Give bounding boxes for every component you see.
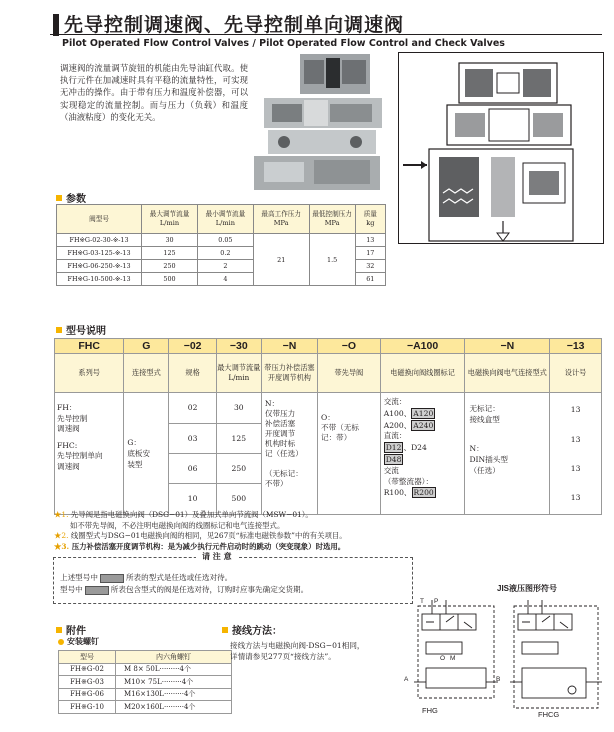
spec-heading: 参数 (56, 190, 86, 205)
footnotes (54, 510, 347, 552)
spec-header: 质量 kg (355, 205, 385, 234)
port-label-t: T (420, 598, 424, 605)
footnote: ★2. 线圈型式与DSG−01电磁换向阀的相同，见267页“标准电磁铁参数”中的有关项目。 (54, 531, 347, 541)
bullet-square (56, 195, 62, 201)
wiring-heading: 接线方法： (222, 622, 282, 637)
model-heading: 型号说明 (56, 322, 106, 337)
flow-cell: 30 125 250 500 (216, 393, 261, 515)
bullet-dot (58, 639, 64, 645)
electrical-cell: 无标记： 接线盒型 N： DIN插头型 （任选） (465, 393, 550, 515)
notice-text: 上述型号中 所表的型式是任选或任选对待。 型号中 所表包含型式的阀是任选对待，订购时应事先确定交货期。 (60, 573, 309, 594)
size-cell: 02 03 06 10 (169, 393, 216, 515)
title-accent-bar (53, 14, 59, 36)
port-label-p: P (434, 598, 439, 605)
symbol-label-fhcg: FHCG (538, 710, 560, 719)
cross-section-diagram (398, 52, 604, 244)
accessories-table: 型号 内六角螺钉 FH※G-02 M 8× 50L·········4个 FH※G-03 M10× 75L·········4个 FH※G-06 M16×130L·········4个 FH※G-10 M20×160L·········4个 (58, 650, 232, 714)
piston-cell: N： 仅带压力 补偿活塞 开度调节 机构时标 记（任选） （无标记： 不带） (261, 393, 317, 515)
table-row: FH※G-06 M16×130L·········4个 (59, 688, 232, 701)
series-cell: FH： 先导控制 调速阀 FHC: 先导控制单向 调速阀 (55, 393, 124, 515)
model-table: FHC G −02 −30 −N −O −A100 −N −13 系列号 连接型式 规格 最大调节流量 L/min 带压力补偿活塞开度调节机构 带先导阀 电磁换向阀线圈标记 电磁换向阀电气连接型式 设计号 FH： 先导控制 调速阀 FHC: 先导控制单向 调速阀 G： 底板安 装型 02 03 06 10 30 125 250 500 N： 仅带压力 补偿活塞 开度调节 机构时标 记（任选） （无标记： 不带） O： 不带（无标 记：带） 交流： A100、 A120 A200、 A240 直流： D12 、D24 D48 交流 （带整流器）： R100、 R200 无标记： 接线盒型 N： DIN插头型 （任选） 13 13 13 13 (54, 338, 602, 515)
bullet-square (56, 627, 62, 633)
spec-header: 阀型号 (57, 205, 142, 234)
bullet-square (56, 327, 62, 333)
valve-photo (244, 52, 388, 192)
pressure-cell: 21 (253, 234, 309, 286)
port-label-m: M (450, 655, 456, 662)
footnote: ★3. 压力补偿活塞开度调节机构：是为减少执行元件启动时的跳动（突变现象）时选用。 (54, 541, 346, 551)
intro-paragraph: 调速阀的流量调节旋钮的机能由先导油缸代取。使执行元件在加减速时具有平稳的流量特性，可实现无冲击的操作。由于带有压力和温度补偿器，可以实现稳定的流量控制。而与压力（负载）和温度（油液粘度）的变化无关。 (60, 63, 248, 122)
footnote: ★1. 先导阀是指电磁换向阀（DSG−01）及叠加式单向节流阀（MSW−01）。 (54, 510, 313, 519)
table-row: FH※G-10-500-※-13 500 4 61 (57, 273, 386, 286)
grey-swatch (85, 586, 109, 595)
title-rule (50, 34, 602, 35)
jis-symbol-diagram (402, 598, 606, 718)
spec-header: 最大调节流量 L/min (142, 205, 198, 234)
pilot-pressure-cell: 1.5 (309, 234, 355, 286)
table-row: FH※G-10 M20×160L·········4个 (59, 701, 232, 714)
spec-table (56, 204, 386, 286)
bullet-square (222, 627, 228, 633)
accessories-heading: 附件 (56, 622, 86, 637)
page-title: 先导控制调速阀、先导控制单向调速阀 (64, 14, 405, 36)
grey-swatch (100, 574, 124, 583)
table-row: FH※G-06-250-※-13 250 2 32 (57, 260, 386, 273)
page-subtitle: Pilot Operated Flow Control Valves / Pilot Operated Flow Control and Check Valves (62, 38, 505, 49)
connection-cell: G： 底板安 装型 (124, 393, 169, 515)
port-label-a: A (404, 676, 409, 683)
jis-title: JIS液压图形符号 (497, 584, 558, 593)
accessories-sub: 安装螺钉 (58, 636, 99, 647)
spec-header: 最小调节流量 L/min (197, 205, 253, 234)
table-row: FH※G-02 M 8× 50L·········4个 (59, 663, 232, 676)
notice-heading: 请 注 意 (196, 551, 238, 562)
port-label-b: B (496, 676, 501, 683)
design-cell: 13 13 13 13 (550, 393, 602, 515)
spec-header: 最低控制压力 MPa (309, 205, 355, 234)
table-row (55, 393, 602, 515)
table-row: FH※G-03-125-※-13 125 0.2 17 (57, 247, 386, 260)
coil-cell: 交流： A100、 A120 A200、 A240 直流： D12 、D24 D48 交流 （带整流器）： R100、 R200 (380, 393, 465, 515)
port-label-o: O (440, 655, 446, 662)
footnote: 如不带先导阀，不必注明电磁换向阀的线圈标记和电气连接型式。 (70, 520, 285, 530)
table-row: FH※G-03 M10× 75L·········4个 (59, 676, 232, 689)
symbol-label-fhg: FHG (422, 706, 438, 715)
spec-header: 最高工作压力 MPa (253, 205, 309, 234)
table-row: FH※G-02-30-※-13 30 0.05 21 1.5 13 (57, 234, 386, 247)
pilot-cell: O： 不带（无标 记：带） (317, 393, 380, 515)
wiring-text: 接线方法与电磁换向阀·DSG−01相同， 详情请参见277页“接线方法”。 (230, 641, 365, 661)
